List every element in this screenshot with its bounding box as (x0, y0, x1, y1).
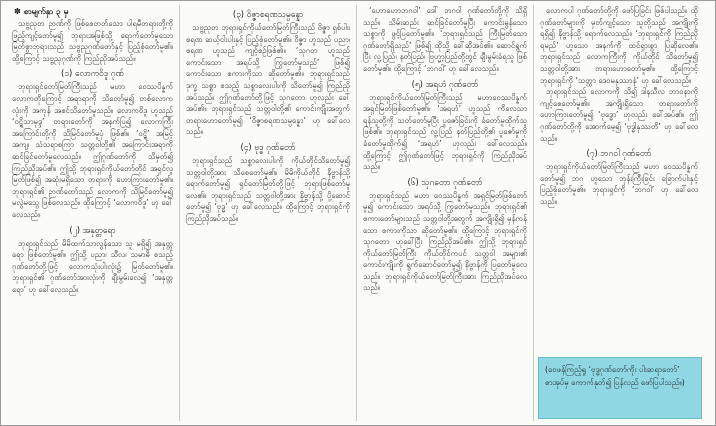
body-paragraph: ဘုရားရှင်သည် သစ္စာလေးပါးကို ကိုယ်တိုင်သိတော်မူ၍ သတ္တဝါတို့အား သိစေတော်မူ၏။ မိမိကိုယ်တိုင် နိဗ္ဗာန်သို့ ရောက်တော်မူ၍ ရှင်တော်မြတ်တို့ဖြင့် ဘုရားဖြစ်တော်မူလေ၏။ ဘုရားရှင်သည် သတ္တဝါတို့အား နိဗ္ဗာန်သို့ ပို့ဆောင်တော်မူ၍ ‘ဗုဒ္ဓ’ ဟု ခေါ်လေသည်။ ထို့ကြောင့် ဘုရားရှင်ကို ကြည်ညိုအပ်သည်။ (186, 155, 350, 223)
body-paragraph: ဘုရားရှင်သည် လောကကို သိ၍ ဒါနသီလ ဘာဝနာကို ကျင့်စေတော်မူ၏။ အကျိုးရှိသော တရားတော်ကို ဟောကြားတော်မူ၍ ‘ဗုဒ္ဓော’ ဟုလည်း ခေါ်အပ်၏။ ဤဂုဏ်တော်တို့ကို အောက်မေ့၍ ‘ဗုဒ္ဓါနုဿတိ’ ဟု ခေါ်လေသည်။ (540, 87, 698, 143)
continuation-header (12, 5, 173, 17)
body-paragraph: ဘုရားရှင်သည် မိမိထက်သာလွန်သော သူ မရှိ၍ အနုတ္တရော ဖြစ်တော်မူ၏။ ဤသို့ ပညာ၊ သီလ၊ သမာဓိ စသည့် ဂုဏ်တော်တို့ဖြင့် လောကသုံးပါးလုံး၌ မြတ်တော်မူ၏။ ဘုရားရှင်၏ ဂုဏ်တော်အားလုံးကို ချီးမွမ်းလေ၍ ‘အနုတ္တရော’ ဟု ခေါ်လေသည်။ (12, 238, 173, 294)
intro-paragraph: သဗ္ဗညုတ ဉာဏ်ကို ဖြစ်စေတတ်သော ပါရမီတရားတို့ကို ဖြည့်ကျင့်တော်မူ၍ ဘုရားအဖြစ်သို့ ရောက်တော်မူသော မြတ်စွာဘုရားသည် သဗ္ဗညုဂုဏ်တော်နှင့် ပြည့်စုံတော်မူ၏။ ထို့ကြောင့် သဗ္ဗညုဂုဏ်ကို ကြည်ညိုအပ်သည်။ (12, 19, 173, 63)
body-paragraph: ဘုရားရှင်ကိုယ်တော်မြတ်ကြီးသည် မဟာ ဝေဿပိန္နက်တော်မူ၍ ဘဂ ဟူသော ဘုန်းကြီးခြင်း ခြောက်ပါးနှင့် ပြည့်စုံတော်မူ၏။ ဘုရားရှင်ကို ‘ဘဂဝါ’ ဟု ခေါ်လေသည်။ (540, 162, 698, 206)
column-1 (6, 5, 179, 421)
section-heading: (၃) ဝိဇ္ဇာစရဏသမ္ပန္နော (232, 9, 304, 19)
body-paragraph: ဘုရားရှင်တော်မြတ်ကြီးသည် မဟာ ဝေဿပိန္နက် လောကတိုကြောင့် အရာရာကို သိတော်မူ၍ တစ်လောကလုံးကို အကုန် အစင်သိတော်မူသည်။ လောကဝိဒူ ဟူသည် ‘ဝဋ္ဋိသာမုဒ္ဒ’ တရားတော်ကို အနက်ပြ၍ လောကကြီး အကြောင်းတို့ကို သိမြင်တော်မူပုံ ဖြစ်၏။ ‘ဝဋ္ဋိ’ အမြင့်အကျ၊ သံသရာစကြာ သတ္တဝါတို့၏ အကြောင်းအရာကို ဆင်ခြင်တော်မူလေသည်။ ဤဂုဏ်တော်ကို သိမှတ်၍ ကြည်ညိုအပ်၏။ ဤသို့ ဘုရားရှင်ကိုယ်တော်တိုင် အရှင်လူမြတ်ဖြစ်၍ အဆုံးမရှိသော တရားကို ဟောကြားတော်မူ၏။ ဘုရားရှင်၏ ဉာဏ်တော်သည် လောကကို သိမြင်တော်မူ၍ မလွဲမသွေ ဖြစ်လေသည်။ ထိုကြောင့် ‘လောကဝိဒူ’ ဟု ခေါ်လေသည်။ (12, 82, 173, 219)
body-paragraph: လောကပါ ဂုဏ်တော်တို့ကို ဖော်ပြခြင်း ဖြစ်ပါသည်။ ထိုဂုဏ်တော်များကို မှတ်ကျင့်သော သူတို့သည် အကျိုးကို ရရှိ၍ နိဗ္ဗာန်သို့ ရောက်လေသည်။ ‘ဘုရားရှင်ကို ကြည်ညိုရမည်’ ဟူသော အနက်ကို ထင်ရှားစွာ ပြဆိုလေ၏။ ဘုရားရှင်သည် လောကကြီးကို ကိုယ်တိုင် သိတော်မူ၍ သတ္တဝါတို့အား တရားဟောတော်မူ၏။ ထို့ကြောင့် ဘုရားရှင်ကို ‘သတ္ထာ ဒေဝမနုဿာနံ’ ဟု ခေါ်လေသည်။ (540, 6, 698, 85)
section-heading: (၇) ဘဂဝါ ဂုဏ်တော် (586, 148, 652, 159)
section-heading: (၂) အနုတ္တရော (69, 224, 116, 235)
body-paragraph: သဗ္ဗညုတ ဘုရားရှင်ကိုယ်တော်မြတ်ကြီးသည် ဝိဇ္ဇာ ရှစ်ပါး၊ စရဏ ဆယ့်ငါးပါးနှင့် ပြည့်စုံတော်မူ၏။ ဝိဇ္ဇာ ဟူသည် ပညာ၊ စရဏ ဟူသည် ကျင့်စဉ်ဖြစ်၏။ ‘သုဂတ ဟူသည် ကောင်းသော အရပ်သို့ ကြွတော်မူသည်’ ဖြစ်၍ ကောင်းသော စကားကိုသာ ဆိုတော်မူ၏။ ဘုရားရှင်သည် ဒုက္ခ သစ္စာ စသည့် သစ္စာလေးပါးကို သိတော်မူ၍ ကြည်ညိုအပ်သည်။ ဤဂုဏ်တော်တို့ဖြင့် သုဂတော ဟုလည်း ခေါ်အပ်၏။ ဘုရားရှင်သည် သတ္တဝါတို့၏ ကောင်းကျိုးအတွက် တရားဟောတော်မူ၍ ‘ဝိဇ္ဇာစရဏသမ္ပန္နော’ ဟု ခေါ်လေသည်။ (186, 23, 350, 137)
source-note-box (538, 357, 702, 419)
body-paragraph: ဘုရားရှင်သည် မဟာ ဝေဿပိန္နက် အရှင်မြတ်ဖြစ်တော်မူ၍ ကောင်းသော အရပ်သို့ ကြွတော်မူသည်။ ဘုရားရှင်၏ စကားတော်များသည် သတ္တဝါတို့အတွက် အကျိုးရှိ၍ မှန်ကန်သော စကားကိုသာ ဆိုတော်မူ၏။ ထို့ကြောင့် ဘုရားရှင်ကို သုဂတော ဟုခေါ်ပြီး ကြည်ညိုအပ်၏။ ဤသို့ ဘုရားရှင်ကိုယ်တော်မြတ်ကြီး ကိုယ်တိုင်ကပင် သတ္တဝါ အများ၏ ကောင်းကျိုးကို ရွက်ဆောင်တော်မူ၍ နိဗ္ဗာန်ကို ပြတော်မူလေသည်။ ဘုရားရှင်ကိုယ်တော်မြတ်ကြီးအား ကြည်ညိုအပ်လေသည်။ (363, 190, 527, 293)
column-2 (179, 5, 356, 421)
body-paragraph: ဘုရားရှင်ကိုယ်တော်မြတ်ကြီးသည် မဟာဝေဿပိန္နက် အရှင်မြတ်ဖြစ်တော်မူ၏။ ‘အရဟံ’ ဟူသည် ကိလေသာ ရန်သူတို့ကို သတ်တော်မူပြီး ပူဇော်ခြင်းကို ခံတော်မူထိုက်သူ ဖြစ်၏။ ဘုရားရှင်သည် လူ့ပြည် နတ်ပြည်တို့၏ ပူဇော်မှုကို ခံတော်မူထိုက်၍ ‘အရဟံ’ ဟုလည်း ခေါ်လေသည်။ ထို့ကြောင့် ဤဂုဏ်တော်ဖြင့် ဘုရားရှင်ကို ကြည်ညိုအပ်သည်။ (363, 92, 527, 172)
article-columns (6, 5, 710, 421)
section-heading: (၆) သုဂတော ဂုဏ်တော် (407, 176, 483, 187)
section-heading: (၅) အရဟံ ဂုဏ်တော် (411, 78, 479, 89)
column-4 (533, 5, 704, 421)
section-heading: (၄) ဗုဒ္ဓ ဂုဏ်တော် (240, 141, 296, 152)
source-note-text: (ဝေဖန်ကြည့်ရှု ‘ဗုဒ္ဓဂုဏ်တော်ကိုး ပါးဆရာတော်’ စာအုပ်မှ ကောက်နုတ်၍ ပြန်လည် ဖော်ပြပါသည်။) (545, 365, 685, 387)
column-3 (356, 5, 533, 421)
section-heading: (၁) လောကဝိဒူ ဂုဏ် (61, 68, 124, 79)
continued-from-label: ✽ စာမျက်နှာ ၃ မှ (14, 6, 69, 16)
body-paragraph: ‘ဟောဟောဘဂဝါ’ ဒေါ် ဘဂဝါ ဂုဏ်တော်တို့ကို သိရှိသည်။ သိမ်းဆည်း ဆင်ခြင်တော်မူပြီး ကောင်းမွန်သော သစ္စာကို ဖွင့်ပြတော်မူ၏။ ‘ဘုရားရှင်သည် ကြီးမြတ်သော ဂုဏ်တော်ရှိသည်’ ဖြစ်၍ ထိုသို့ ခေါ်ဆိုအပ်၏။ ဆောင်ရွက်ပြီး လူ့ပြည်၊ နတ်ပြည်၊ ဗြဟ္မာ့ပြည်တို့တွင် ချီးမွမ်းခံရသူ ဖြစ်တော်မူ၏။ ထို့ကြောင့် ‘ဘဂဝါ’ ဟု ခေါ်လေသည်။ (363, 6, 527, 73)
